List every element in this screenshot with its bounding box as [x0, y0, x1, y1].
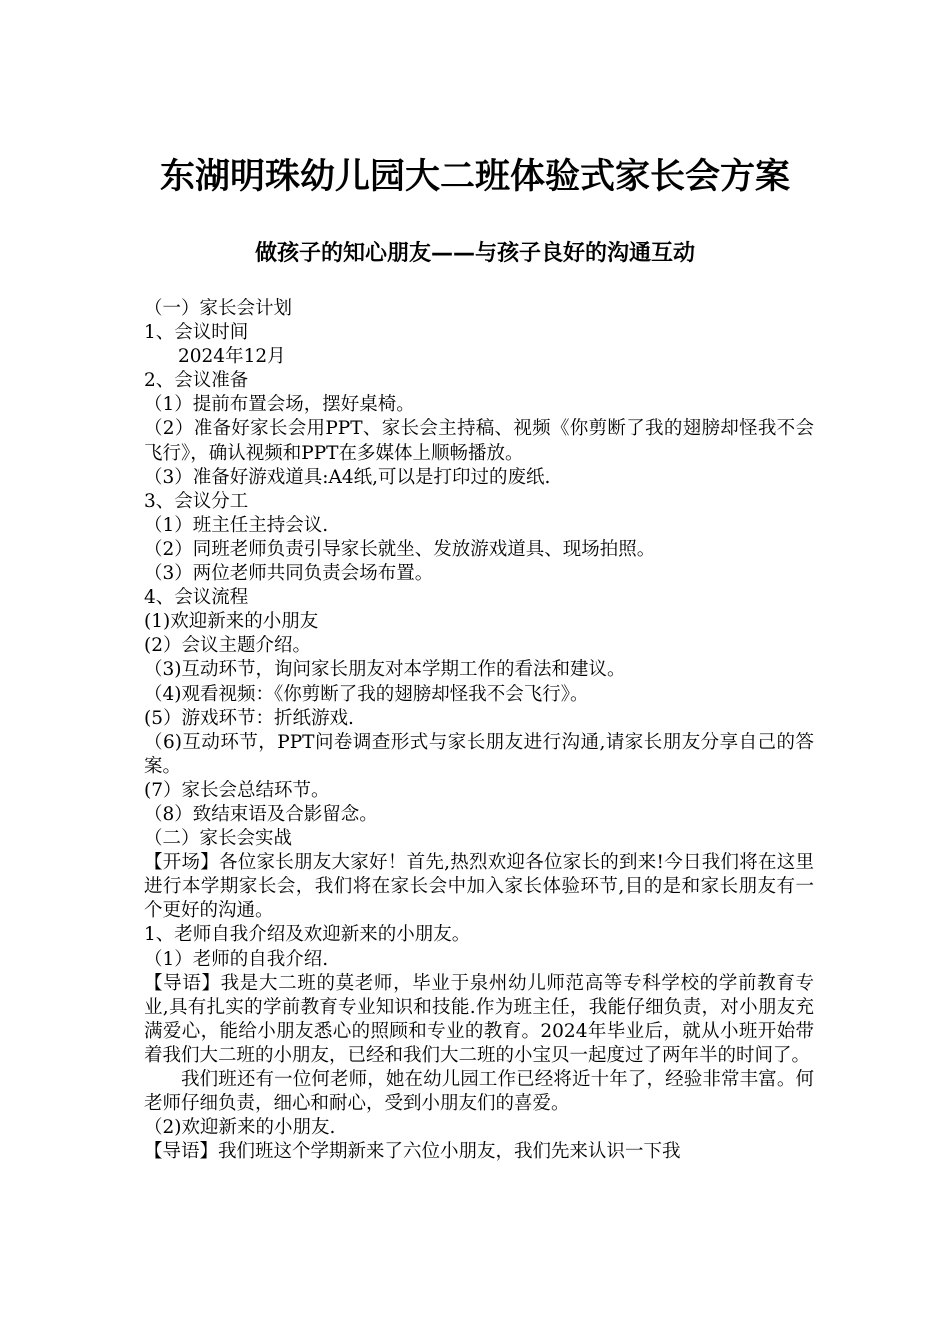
- item-meeting-roles: 3、会议分工: [144, 490, 249, 512]
- document-subtitle: 做孩子的知心朋友——与孩子良好的沟通互动: [254, 241, 695, 266]
- meeting-date: 2024年12月: [178, 346, 286, 368]
- intro-paragraph-1: 【导语】我是大二班的莫老师，毕业于泉州幼儿师范高等专科学校的学前教育专业,具有扎实的学前教育专业知识和技能.作为班主任，我能仔细负责，对小朋友充满爱心，能给小朋友悉心的照顾和专业的教育。2024年毕业后，就从小班开始带着我们大二班的小朋友，已经和我们大二班的小宝贝一起度过了两年半的时间了。: [144, 972, 814, 1066]
- role-item-1: （1）班主任主持会议.: [144, 514, 329, 536]
- role-item-2: （2）同班老师负责引导家长就坐、发放游戏道具、现场拍照。: [144, 538, 656, 560]
- flow-item-4: （4)观看视频：《你剪断了我的翅膀却怪我不会飞行》。: [144, 683, 589, 705]
- item-meeting-time: 1、会议时间: [144, 322, 249, 344]
- document-title: 东湖明珠幼儿园大二班体验式家长会方案: [159, 156, 790, 197]
- flow-item-6: （6)互动环节，PPT问卷调查形式与家长朋友进行沟通,请家长朋友分享自己的答案。: [144, 731, 814, 777]
- prep-item-1: （1）提前布置会场，摆好桌椅。: [144, 394, 415, 416]
- self-intro-sub-1: （1）老师的自我介绍.: [144, 948, 329, 970]
- welcome-paragraph: 【导语】我们班这个学期新来了六位小朋友，我们先来认识一下我: [144, 1141, 681, 1163]
- flow-item-8: （8）致结束语及合影留念。: [144, 803, 378, 825]
- flow-item-3: （3)互动环节，询问家长朋友对本学期工作的看法和建议。: [144, 659, 626, 681]
- opening-paragraph: 【开场】各位家长朋友大家好！首先,热烈欢迎各位家长的到来!今日我们将在这里进行本学期家长会，我们将在家长会中加入家长体验环节,目的是和家长朋友有一个更好的沟通。: [144, 852, 814, 922]
- self-intro-sub-2: （2)欢迎新来的小朋友.: [144, 1117, 336, 1139]
- flow-item-5: (5）游戏环节：折纸游戏.: [144, 707, 354, 729]
- prep-item-3: （3）准备好游戏道具:A4纸,可以是打印过的废纸.: [144, 466, 551, 488]
- flow-item-7: (7）家长会总结环节。: [144, 779, 330, 801]
- flow-item-2: (2）会议主题介绍。: [144, 635, 311, 657]
- section-heading-practice: （二）家长会实战: [144, 828, 293, 850]
- item-meeting-flow: 4、会议流程: [144, 587, 249, 609]
- document-body: [144, 297, 814, 1164]
- prep-item-2: （2）准备好家长会用PPT、家长会主持稿、视频《你剪断了我的翅膀却怪我不会飞行》，确认视频和PPT在多媒体上顺畅播放。: [144, 418, 814, 464]
- role-item-3: （3）两位老师共同负责会场布置。: [144, 563, 434, 585]
- item-meeting-prep: 2、会议准备: [144, 370, 249, 392]
- section-heading-plan: （一）家长会计划: [144, 298, 293, 319]
- item-self-intro: 1、老师自我介绍及欢迎新来的小朋友。: [144, 924, 471, 946]
- intro-paragraph-2: 我们班还有一位何老师，她在幼儿园工作已经将近十年了，经验非常丰富。何老师仔细负责，细心和耐心，受到小朋友们的喜爱。: [144, 1069, 814, 1115]
- flow-item-1: (1)欢迎新来的小朋友: [144, 611, 319, 633]
